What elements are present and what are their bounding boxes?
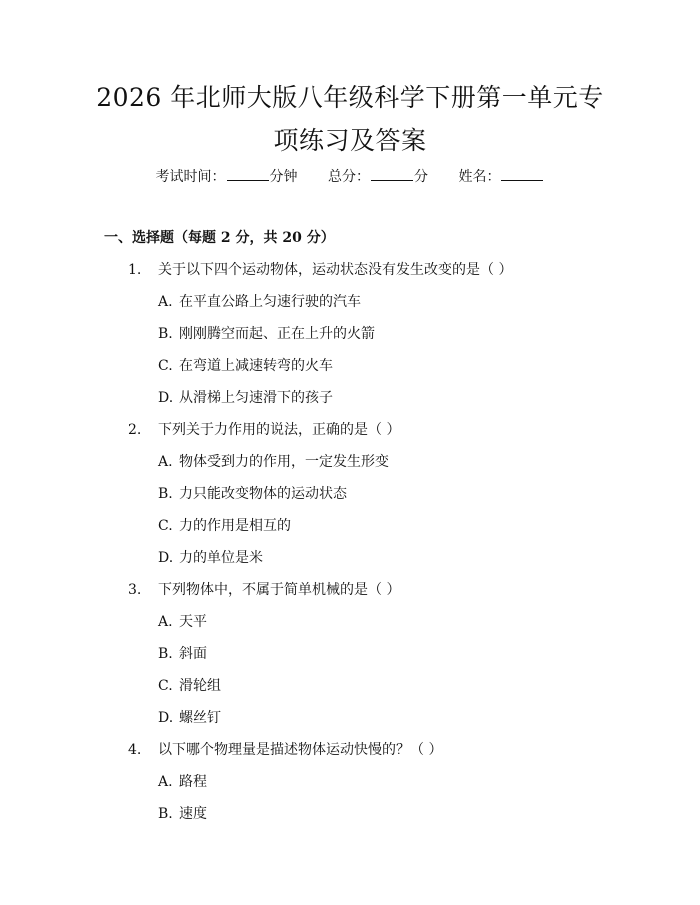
option-text: 在弯道上减速转弯的火车 bbox=[179, 358, 333, 374]
question-number: 3. bbox=[128, 582, 142, 598]
option-letter: A. bbox=[158, 294, 173, 310]
option-text: 路程 bbox=[179, 774, 207, 790]
option-letter: C. bbox=[158, 678, 173, 694]
question-text: 以下哪个物理量是描述物体运动快慢的？（ ） bbox=[158, 742, 443, 758]
option-letter: A. bbox=[158, 454, 173, 470]
total-score bbox=[328, 167, 428, 187]
question-text: 下列物体中，不属于简单机械的是（ ） bbox=[158, 582, 401, 598]
time-label: 考试时间： bbox=[155, 169, 226, 185]
option-text: 从滑梯上匀速滑下的孩子 bbox=[179, 390, 333, 406]
option-letter: B. bbox=[158, 486, 173, 502]
score-blank bbox=[371, 167, 413, 181]
time-unit: 分钟 bbox=[269, 169, 298, 185]
option-text: 物体受到力的作用，一定发生形变 bbox=[179, 454, 389, 470]
option-letter: B. bbox=[158, 806, 173, 822]
question-number: 2. bbox=[128, 422, 142, 438]
name-label: 姓名： bbox=[458, 169, 501, 185]
title-line-1: 2026 年北师大版八年级科学下册第一单元专 bbox=[96, 83, 604, 112]
option-text: 螺丝钉 bbox=[179, 710, 221, 726]
option-letter: B. bbox=[158, 326, 173, 342]
option-letter: A. bbox=[158, 614, 173, 630]
option-text: 力只能改变物体的运动状态 bbox=[179, 486, 347, 502]
time-blank bbox=[227, 167, 269, 181]
title-line-2: 项练习及答案 bbox=[273, 126, 427, 155]
option-letter: C. bbox=[158, 518, 173, 534]
option-text: 在平直公路上匀速行驶的汽车 bbox=[179, 294, 361, 310]
student-name bbox=[458, 167, 544, 187]
option-text: 刚刚腾空而起、正在上升的火箭 bbox=[179, 326, 375, 342]
option-text: 速度 bbox=[179, 806, 207, 822]
option-letter: C. bbox=[158, 358, 173, 374]
option-text: 力的单位是米 bbox=[179, 550, 263, 566]
question-number: 1. bbox=[128, 262, 142, 278]
option-letter: A. bbox=[158, 774, 173, 790]
name-blank bbox=[501, 167, 543, 181]
option-letter: B. bbox=[158, 646, 173, 662]
option-text: 天平 bbox=[179, 614, 207, 630]
option-letter: D. bbox=[158, 550, 174, 566]
score-unit: 分 bbox=[414, 169, 428, 185]
section-title: 一、选择题（每题 2 分，共 20 分） bbox=[104, 230, 335, 246]
document-title bbox=[90, 76, 610, 162]
question-text: 下列关于力作用的说法，正确的是（ ） bbox=[158, 422, 401, 438]
score-label: 总分： bbox=[328, 169, 370, 185]
option-text: 斜面 bbox=[179, 646, 207, 662]
exam-info bbox=[0, 167, 700, 187]
question-number: 4. bbox=[128, 742, 142, 758]
option-letter: D. bbox=[158, 710, 174, 726]
option-letter: D. bbox=[158, 390, 174, 406]
option-text: 力的作用是相互的 bbox=[179, 518, 291, 534]
question-text: 关于以下四个运动物体，运动状态没有发生改变的是（ ） bbox=[158, 262, 513, 278]
option-text: 滑轮组 bbox=[179, 678, 221, 694]
exam-time bbox=[156, 167, 298, 187]
